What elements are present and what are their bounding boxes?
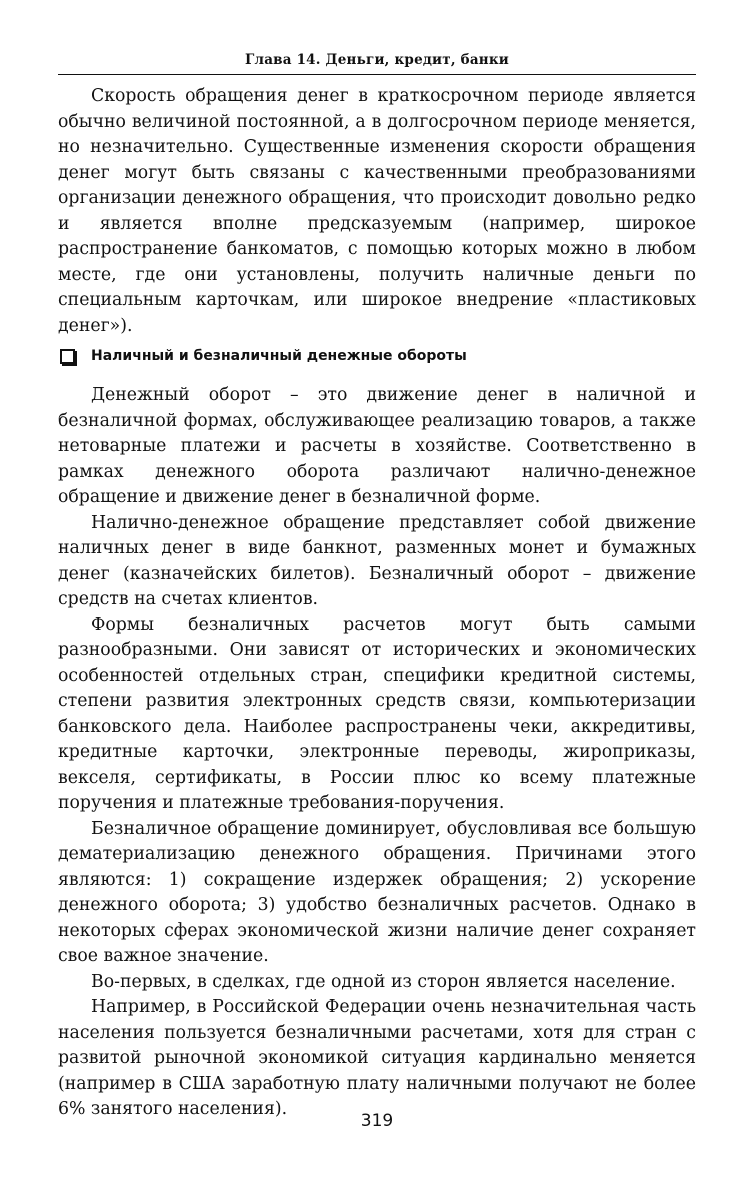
intro-text-block <box>58 84 696 339</box>
header-rule <box>58 74 696 75</box>
section-body <box>58 383 696 1123</box>
section-heading-text: Наличный и безналичный денежные обороты <box>91 348 467 364</box>
checkbox-icon <box>60 349 75 364</box>
body-paragraph-4: Безналичное обращение доминирует, обусловливая все большую дематериализацию денежного обращения. Причинами этого являются: 1) сокращение издержек обращения; 2) ускорение денежного оборота; 3) удобство безналичных расчетов. Однако в некоторых сферах экономической жизни наличие денег сохраняет свое важное значение. <box>58 818 696 966</box>
running-head: Глава 14. Деньги, кредит, банки <box>244 52 510 68</box>
section-heading <box>58 345 696 367</box>
body-paragraph-3: Формы безналичных расчетов могут быть самыми разнообразными. Они зависят от исторических и экономических особенностей отдельных стран, специфики кредитной системы, степени развития электронных средств связи, компьютеризации банковского дела. Наиболее распространены чеки, аккредитивы, кредитные карточки, электронные переводы, жироприказы, векселя, сертификаты, в России плюс ко всему платежные поручения и платежные требования-поручения. <box>58 614 696 813</box>
body-paragraph-6: Например, в Российской Федерации очень незначительная часть населения пользуется безналичными расчетами, хотя для стран с развитой рыночной экономикой ситуация кардинально меняется (например в США заработную плату наличными получают не более 6% занятого населения). <box>58 997 696 1119</box>
page-number: 319 <box>360 1111 394 1131</box>
body-paragraph-5: Во-первых, в сделках, где одной из сторон является население. <box>91 971 676 992</box>
body-paragraph-2: Налично-денежное обращение представляет собой движение наличных денег в виде банкнот, разменных монет и бумажных денег (казначейских билетов). Безналичный оборот – движение средств на счетах клиентов. <box>58 512 696 609</box>
body-paragraph-1: Денежный оборот – это движение денег в наличной и безналичной формах, обслуживающее реализацию товаров, а также нетоварные платежи и расчеты в хозяйстве. Соответственно в рамках денежного оборота различают налично-денежное обращение и движение денег в безналичной форме. <box>58 385 696 507</box>
intro-paragraph: Скорость обращения денег в краткосрочном периоде является обычно величиной постоянной, а в долгосрочном периоде меняется, но незначительно. Существенные изменения скорости обращения денег могут быть связаны с качественными преобразованиями организации денежного обращения, что происходит довольно редко и является вполне предсказуемым (например, широкое распространение банкоматов, с помощью которых можно в любом месте, где они установлены, получить наличные деньги по специальным карточкам, или широкое внедрение «пластиковых денег»). <box>58 86 696 336</box>
